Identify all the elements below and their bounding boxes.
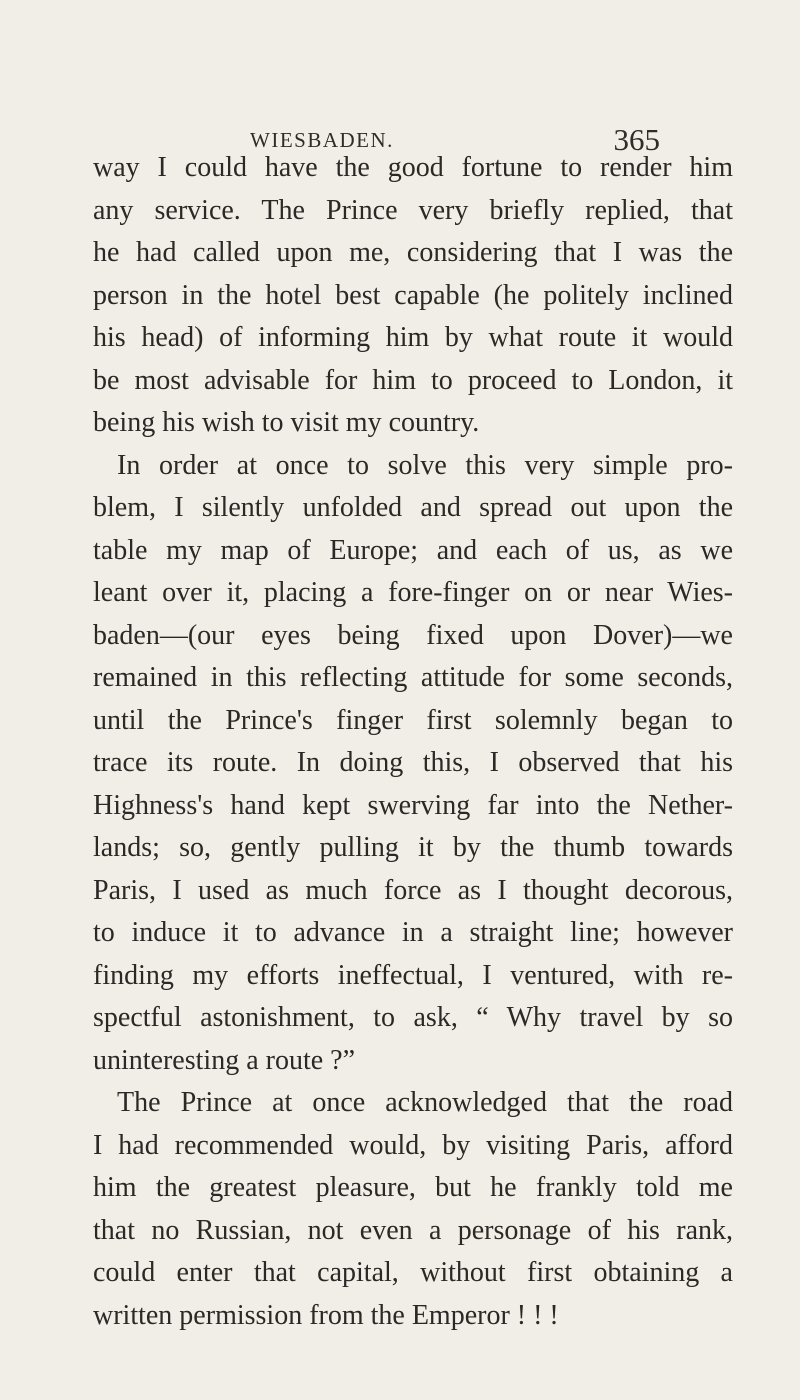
text-line: table my map of Europe; and each of us, as we [93, 534, 733, 566]
text-line: his head) of informing him by what route it would [93, 322, 733, 353]
text-line: written permission from the Emperor ! ! ! [93, 1299, 559, 1331]
text-line: he had called upon me, considering that I was the [93, 237, 733, 268]
text-line: baden—(our eyes being fixed upon Dover)—we [93, 619, 733, 651]
paragraph-start-line: The Prince at once acknowledged that the road [117, 1087, 733, 1118]
text-line: to induce it to advance in a straight line; however [93, 917, 733, 948]
text-line: be most advisable for him to proceed to London, it [93, 364, 733, 396]
text-line: trace its route. In doing this, I observed that his [93, 747, 733, 778]
running-title: WIESBADEN. [250, 128, 394, 152]
text-line: being his wish to visit my country. [93, 407, 480, 438]
text-line: leant over it, placing a fore-finger on or near Wies- [93, 577, 733, 608]
text-line: could enter that capital, without first obtaining a [93, 1257, 733, 1288]
text-line: uninteresting a route ?” [93, 1044, 356, 1076]
page-number: 365 [613, 122, 660, 157]
text-line: spectful astonishment, to ask, “ Why travel by so [93, 1002, 733, 1033]
text-line: lands; so, gently pulling it by the thumb towards [93, 832, 733, 863]
text-line: blem, I silently unfolded and spread out upon the [93, 492, 733, 523]
text-line: until the Prince's finger first solemnly began to [93, 704, 733, 736]
text-line: I had recommended would, by visiting Paris, afford [93, 1129, 733, 1161]
text-line: any service. The Prince very briefly replied, that [93, 194, 733, 226]
text-line: that no Russian, not even a personage of his rank, [93, 1214, 733, 1246]
text-line: Highness's hand kept swerving far into the Nether- [93, 789, 733, 821]
text-line: finding my efforts ineffectual, I ventured, with re- [93, 959, 733, 991]
text-line: way I could have the good fortune to render him [93, 152, 733, 183]
text-line: remained in this reflecting attitude for some seconds, [93, 662, 733, 693]
text-line: Paris, I used as much force as I thought decorous, [93, 874, 733, 906]
text-line: him the greatest pleasure, but he frankly told me [93, 1172, 733, 1203]
text-line: person in the hotel best capable (he politely inclined [93, 279, 733, 311]
paragraph-start-line: In order at once to solve this very simple pro- [117, 449, 733, 481]
